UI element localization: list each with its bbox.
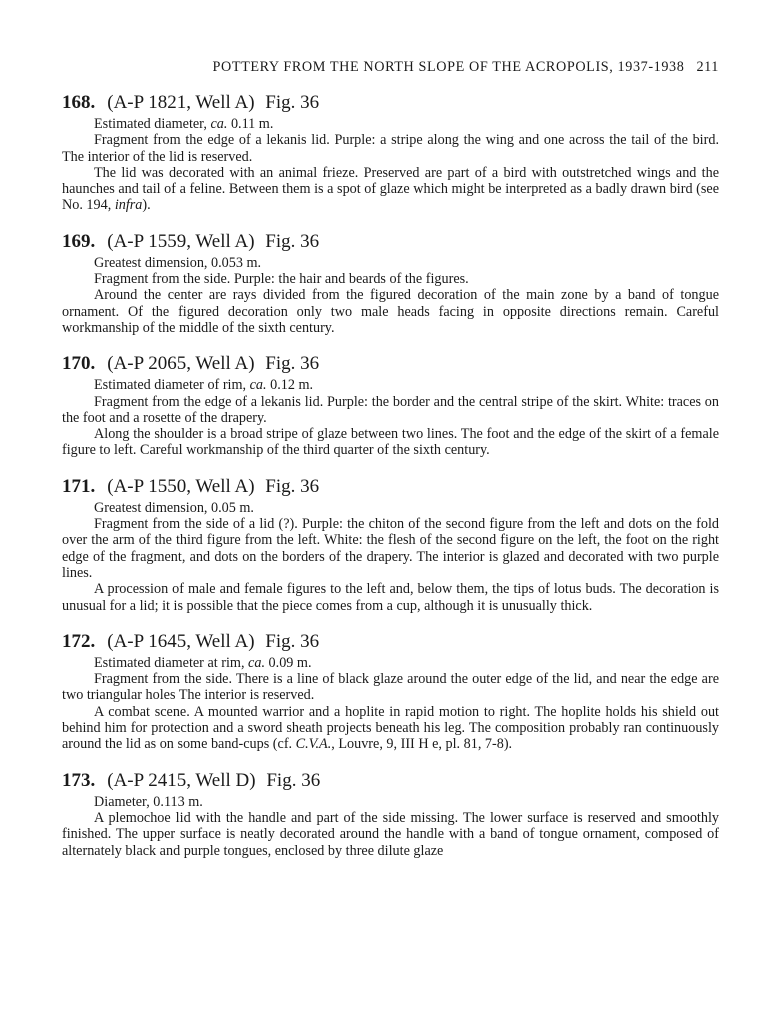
entry-number: 168. xyxy=(62,92,96,113)
entry-paragraph: The lid was decorated with an animal frieze. Preserved are part of a bird with outstretched wings and the haunches and tail of a feline. Between them is a spot of glaze which might be interpreted as a badly drawn bird (see No. 194, infra). xyxy=(62,164,719,214)
entry-number: 171. xyxy=(62,475,96,497)
entry-heading xyxy=(62,91,719,115)
figure-reference: Fig. 36 xyxy=(265,475,320,497)
entry-paragraph: A procession of male and female figures to the left and, below them, the tips of lotus buds. The decoration is unusual for a lid; it is possible that the piece comes from a cup, although it is unusually thick. xyxy=(62,581,719,614)
entry-reference: (A-P 1559, Well A) xyxy=(107,230,255,252)
entry-heading xyxy=(62,630,719,654)
entry-dimension: Estimated diameter at rim, ca. 0.09 m. xyxy=(94,654,312,671)
entry-paragraph: Fragment from the edge of a lekanis lid. Purple: the border and the central stripe of the skirt. White: traces on the foot and a rosette of the drapery. xyxy=(62,393,719,426)
catalogue-entry-172 xyxy=(62,630,719,753)
entry-number: 173. xyxy=(62,769,96,791)
figure-reference: Fig. 36 xyxy=(265,92,320,113)
entry-reference: (A-P 1645, Well A) xyxy=(107,630,255,652)
entry-paragraph: Fragment from the edge of a lekanis lid. Purple: a stripe along the wing and one across the tail of the bird. The interior of the lid is reserved. xyxy=(62,132,719,165)
entry-dimension: Estimated diameter, ca. 0.11 m. xyxy=(94,116,274,132)
entry-paragraph: Fragment from the side. There is a line of black glaze around the outer edge of the lid, and near the edge are two triangular holes The interior is reserved. xyxy=(62,671,719,704)
entry-heading xyxy=(62,769,719,793)
catalogue-entry-169 xyxy=(62,230,719,336)
entry-reference: (A-P 1821, Well A) xyxy=(107,92,255,113)
entry-paragraph: Along the shoulder is a broad stripe of glaze between two lines. The foot and the edge of the skirt of a female figure to left. Careful workmanship of the third quarter of the sixth century. xyxy=(62,426,719,459)
entry-reference: (A-P 2065, Well A) xyxy=(107,353,255,375)
figure-reference: Fig. 36 xyxy=(265,630,320,652)
running-title: POTTERY FROM THE NORTH SLOPE OF THE ACROPOLIS, 1937-1938 xyxy=(212,59,685,75)
entry-dimension: Greatest dimension, 0.05 m. xyxy=(94,499,254,516)
entry-reference: (A-P 2415, Well D) xyxy=(107,769,256,791)
figure-reference: Fig. 36 xyxy=(265,353,320,375)
entry-paragraph: Fragment from the side of a lid (?). Purple: the chiton of the second figure from the left and dots on the fold over the arm of the third figure from the left. White: the flesh of the second figure on the left, the foot on the right edge of the fragment, and dots on the borders of the drapery. The interior is glazed and decorated with two purple lines. xyxy=(62,516,719,581)
entry-heading xyxy=(62,475,719,499)
entry-paragraph: A combat scene. A mounted warrior and a hoplite in rapid motion to right. The hoplite holds his shield out behind him for protection and a sword sheath projects beneath his leg. The composition probably ran continuously around the lid as on some band-cups (cf. C.V.A., Louvre, 9, III H e, pl. 81, 7-8). xyxy=(62,703,719,753)
entry-reference: (A-P 1550, Well A) xyxy=(107,475,255,497)
page-number: 211 xyxy=(696,59,719,75)
figure-reference: Fig. 36 xyxy=(265,230,320,252)
entry-dimension: Estimated diameter of rim, ca. 0.12 m. xyxy=(94,377,314,394)
catalogue-entry-168 xyxy=(62,91,719,214)
catalogue-entry-170 xyxy=(62,352,719,458)
entry-paragraph: A plemochoe lid with the handle and part of the side missing. The lower surface is reserved and smoothly finished. The upper surface is neatly decorated around the handle with a band of tongue ornament, composed of alternately black and purple tongues, enclosed by three dilute glaze xyxy=(62,809,719,859)
entry-dimension: Diameter, 0.113 m. xyxy=(94,793,203,810)
catalogue-entry-173 xyxy=(62,769,719,859)
page xyxy=(62,56,719,859)
catalogue-entry-171 xyxy=(62,475,719,614)
entry-dimension: Greatest dimension, 0.053 m. xyxy=(94,254,262,271)
entry-heading xyxy=(62,352,719,376)
entry-paragraph: Fragment from the side. Purple: the hair and beards of the figures. xyxy=(94,271,469,288)
figure-reference: Fig. 36 xyxy=(266,769,321,791)
entry-heading xyxy=(62,230,719,254)
entry-number: 172. xyxy=(62,630,96,652)
entry-number: 169. xyxy=(62,230,96,252)
running-head xyxy=(62,56,719,78)
entry-number: 170. xyxy=(62,353,96,375)
entry-paragraph: Around the center are rays divided from the figured decoration of the main zone by a band of tongue ornament. Of the figured decoration only two male heads facing in opposite directions remain. Careful workmanship of the middle of the sixth century. xyxy=(62,287,719,336)
